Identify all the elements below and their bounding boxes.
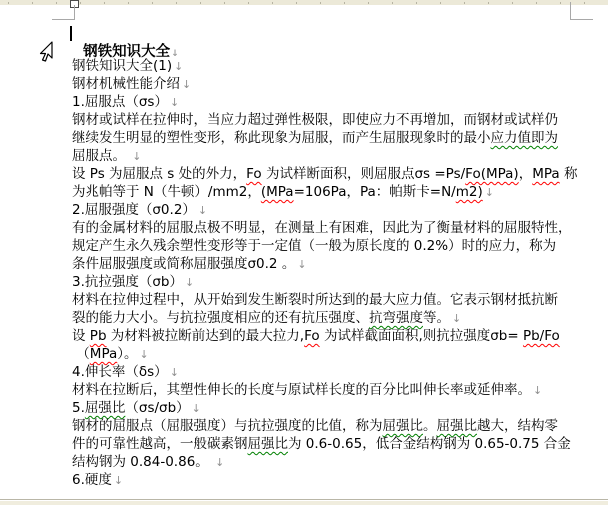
text-run: =106Pa，Pa：帕斯卡=N/ (293, 184, 456, 200)
text-run: 。 (423, 418, 437, 434)
ruler-tick-marks (8, 2, 608, 4)
spellcheck-flagged-text: m2) (455, 184, 483, 200)
text-line[interactable] (72, 75, 606, 93)
paragraph-mark: ↓ (171, 49, 179, 59)
text-run: 6.硬度 (72, 472, 112, 488)
text-run: ）。 (117, 346, 138, 362)
paragraph-mark: ↓ (533, 384, 543, 397)
text-run: （σs/σb） (125, 400, 190, 416)
paragraph-mark: ↓ (139, 348, 149, 361)
ne-arrow-pointer-icon (35, 41, 55, 63)
text-run: 称 (559, 166, 578, 182)
text-line[interactable] (72, 237, 606, 255)
grammar-flagged-text: 屈强比 (382, 418, 423, 434)
text-run: 设 Ps 为屈服点 s 处的外力， (72, 166, 247, 182)
text-run: 2.屈服强度（σ0.2） (72, 202, 196, 218)
paragraph-mark: ↓ (185, 276, 195, 289)
text-run: 设 (72, 328, 90, 344)
paragraph-mark: ↓ (132, 150, 142, 163)
spellcheck-flagged-text: Fo (304, 328, 320, 344)
text-run: 为兆帕等于 N（牛顿）/mm2， (72, 184, 261, 200)
text-line[interactable] (72, 345, 606, 363)
text-line[interactable] (72, 273, 606, 291)
text-run: 屈服点。 (72, 148, 131, 164)
grammar-flagged-text: 应力值即为 (490, 130, 558, 146)
document-title[interactable] (73, 25, 179, 60)
text-run: 条件屈服强度或简称屈服强度σ0.2 。 (72, 256, 296, 272)
text-line[interactable] (72, 93, 606, 111)
bottom-toolbar-edge (0, 499, 608, 505)
paragraph-mark: ↓ (297, 258, 307, 271)
text-line[interactable] (72, 57, 606, 75)
text-run: 材料在拉断后，其塑性伸长的长度与原试样长度的百分比叫伸长率或延伸率。 (72, 382, 531, 398)
paragraph-mark: ↓ (452, 312, 462, 325)
text-run: 钢铁知识大全(1) (72, 58, 173, 74)
text-line[interactable] (72, 129, 606, 147)
text-run: 越大，结构零 (477, 418, 558, 434)
grammar-flagged-text: 抗弯强度 (369, 310, 423, 326)
text-run: （ (72, 346, 90, 362)
text-line[interactable] (72, 399, 606, 417)
text-line[interactable] (72, 453, 606, 471)
text-line[interactable] (72, 291, 606, 309)
text-line[interactable] (72, 471, 606, 489)
text-run: 钢材或试样在拉伸时，当应力超过弹性极限，即使应力不再增加，而钢材或试样仍 (72, 112, 558, 128)
grammar-flagged-text: 屈强比 (84, 400, 126, 416)
text-run: 为 0.6-0.65，低合金结构钢为 0.65-0.75 合金 (288, 436, 571, 452)
text-run: 3.抗拉强度（σb） (72, 274, 184, 290)
text-line[interactable] (72, 309, 606, 327)
text-line[interactable] (72, 381, 606, 399)
paragraph-mark: ↓ (484, 186, 494, 199)
text-line[interactable] (72, 147, 606, 165)
spellcheck-flagged-text: Fo (246, 166, 262, 182)
text-run: 结构钢为 0.84-0.86。 (72, 454, 214, 470)
document-title-text: 钢铁知识大全 (83, 44, 171, 60)
text-boundary-mark-top-left (52, 19, 75, 20)
text-line[interactable] (72, 111, 606, 129)
text-run: 材料在拉伸过程中，从开始到发生断裂时所达到的最大应力值。它表示钢材抵抗断 (72, 292, 558, 308)
text-run: 钢材的屈服点（屈服强度）与抗拉强度的比值，称为 (72, 418, 383, 434)
text-line[interactable] (72, 165, 606, 183)
paragraph-mark: ↓ (215, 456, 225, 469)
paragraph-mark: ↓ (174, 60, 184, 73)
spellcheck-flagged-text: Pb/Fo (522, 328, 560, 344)
text-run: 为试样断面积，则屈服点σs =Ps/ (261, 166, 466, 182)
text-run: 4.伸长率（δs） (72, 364, 168, 380)
text-line[interactable] (72, 327, 606, 345)
spellcheck-flagged-text: MPa (89, 346, 118, 362)
text-run: 规定产生永久残余塑性变形等于一定值（一般为原长度的 0.2%）时的应力，称为 (72, 238, 557, 254)
horizontal-ruler-edge (0, 0, 608, 5)
text-run: 等。 (423, 310, 450, 326)
paragraph-mark: ↓ (182, 78, 192, 91)
text-line[interactable] (72, 201, 606, 219)
text-run: 件的可靠性越高，一般碳素钢 (72, 436, 248, 452)
spellcheck-flagged-text: (MPa (260, 184, 294, 200)
text-boundary-mark-top-right (570, 2, 571, 20)
text-run: 有的金属材料的屈服点极不明显，在测量上有困难，因此为了衡量材料的屈服特性， (72, 220, 572, 236)
paragraph-mark: ↓ (197, 204, 208, 217)
text-line[interactable] (72, 417, 606, 435)
text-line[interactable] (72, 183, 606, 201)
grammar-flagged-text: 屈强比 (247, 436, 288, 452)
grammar-flagged-text: 屈强比 (436, 418, 477, 434)
text-run: ， (518, 166, 533, 182)
paragraph-mark: ↓ (113, 474, 124, 487)
text-boundary-mark-top-left (74, 5, 75, 20)
text-run: 1.屈服点（σs） (72, 94, 168, 110)
text-run: 5. (72, 400, 85, 416)
text-run: 继续发生明显的塑性变形，称此现象为屈服，而产生屈服现象时的最小 (72, 130, 491, 146)
spellcheck-flagged-text: Pb (89, 328, 107, 344)
text-line[interactable] (72, 255, 606, 273)
text-line[interactable] (72, 219, 606, 237)
text-insertion-caret (70, 26, 72, 41)
spellcheck-flagged-text: Fo(MPa) (465, 166, 519, 182)
text-run: 为试样截面面积,则抗拉强度σb= (319, 328, 523, 344)
document-body[interactable] (72, 57, 606, 489)
text-run: 钢材机械性能介绍 (72, 76, 180, 92)
paragraph-mark: ↓ (169, 96, 180, 109)
text-line[interactable] (72, 363, 606, 381)
text-line[interactable] (72, 435, 606, 453)
paragraph-mark: ↓ (169, 366, 179, 379)
paragraph-mark: ↓ (191, 402, 201, 415)
text-run: 裂的能力大小。与抗拉强度相应的还有抗压强度、 (72, 310, 369, 326)
text-boundary-mark-top-right (570, 19, 593, 20)
spellcheck-flagged-text: MPa (532, 166, 560, 182)
text-run: 为材料被拉断前达到的最大拉力, (106, 328, 305, 344)
